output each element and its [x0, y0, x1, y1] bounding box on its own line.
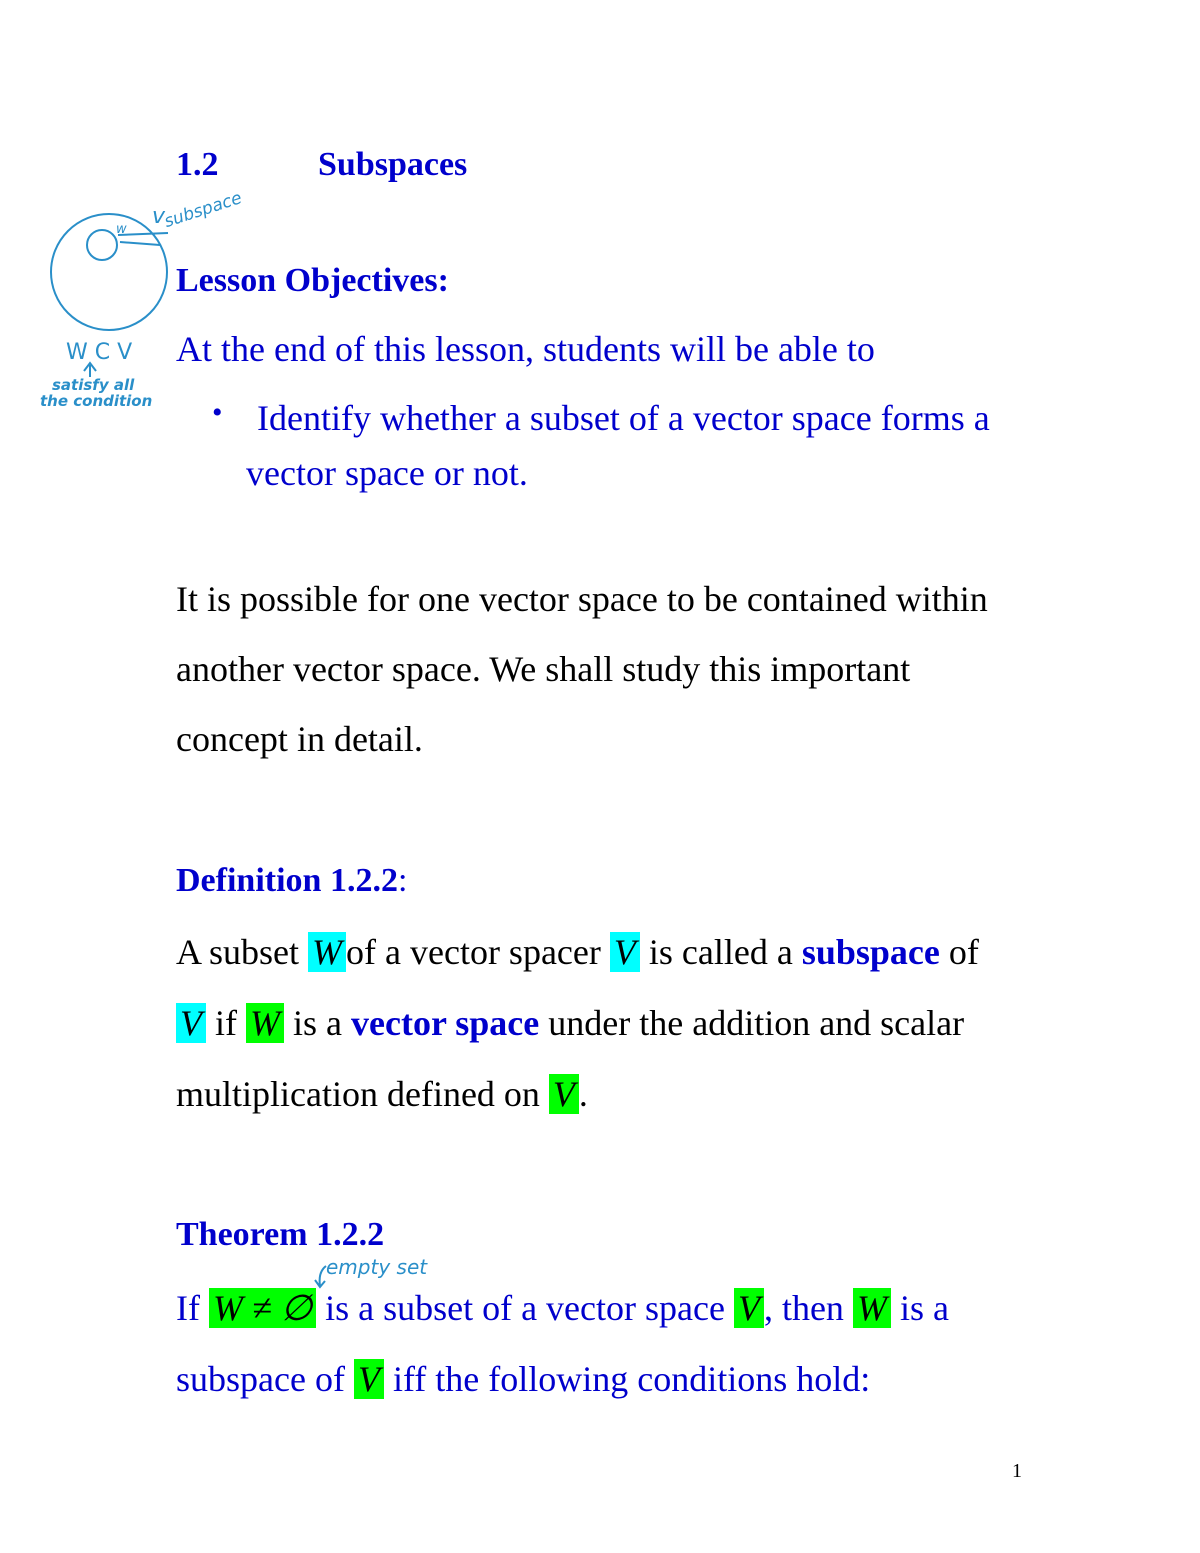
thm-text: iff the following conditions hold:	[383, 1359, 871, 1399]
intro-line-3: concept in detail.	[176, 719, 423, 759]
v-label: v	[152, 204, 166, 229]
definition-title	[176, 862, 407, 900]
def-var-v: V	[176, 1003, 206, 1043]
def-text: .	[578, 1074, 588, 1114]
section-title: Subspaces	[318, 146, 468, 183]
definition-line-2	[176, 999, 964, 1047]
def-text: multiplication defined on	[176, 1074, 549, 1114]
subspace-note: subspace	[161, 188, 245, 232]
def-term-subspace: subspace	[801, 932, 940, 972]
w-label: w	[116, 222, 127, 237]
thm-text: is a subset of a vector space	[316, 1288, 734, 1328]
def-text: is a	[284, 1003, 351, 1043]
intro-line-1: It is possible for one vector space to be contained within	[176, 579, 988, 619]
def-term-vector-space: vector space	[351, 1003, 540, 1043]
w-circle	[87, 230, 117, 260]
theorem-line-1	[176, 1284, 949, 1332]
def-var-w: W	[246, 1003, 284, 1043]
thm-var-v: V	[354, 1359, 384, 1399]
intro-line-2: another vector space. We shall study this important	[176, 649, 911, 689]
satisfy-note-2: the condition	[40, 392, 153, 410]
def-text: under the addition and scalar	[539, 1003, 965, 1043]
up-arrow	[84, 363, 96, 377]
bullet-line-1: Identify whether a subset of a vector space forms a	[257, 398, 990, 438]
def-var-v: V	[549, 1074, 579, 1114]
theorem-line-2	[176, 1355, 870, 1403]
def-text: of a vector spacer	[346, 932, 610, 972]
def-text: if	[206, 1003, 246, 1043]
def-text: A subset	[176, 932, 309, 972]
thm-text: subspace of	[176, 1359, 354, 1399]
wcv-note: W C V	[66, 340, 133, 365]
page-number: 1	[1012, 1460, 1022, 1482]
objectives-intro: At the end of this lesson, students will be able to	[176, 329, 875, 369]
def-var-w: W	[308, 932, 346, 972]
empty-set-note: empty set	[326, 1255, 428, 1279]
def-text: of	[939, 932, 979, 972]
definition-line-1	[176, 928, 979, 976]
definition-title-text: Definition 1.2.2	[176, 862, 398, 899]
bullet-line-2: vector space or not.	[246, 453, 528, 493]
thm-text: If	[176, 1288, 209, 1328]
theorem-title: Theorem 1.2.2	[176, 1216, 385, 1253]
section-number: 1.2	[176, 146, 219, 183]
definition-title-colon: :	[397, 862, 408, 899]
thm-condition-nonempty: W ≠ ∅	[209, 1288, 316, 1328]
thm-var-w: W	[853, 1288, 891, 1328]
definition-line-3	[176, 1070, 588, 1118]
thm-var-v: V	[734, 1288, 764, 1328]
thm-text: , then	[763, 1288, 853, 1328]
objectives-heading: Lesson Objectives:	[176, 262, 449, 299]
def-var-v: V	[610, 932, 640, 972]
def-text: is called a	[639, 932, 802, 972]
satisfy-note-1: satisfy all	[52, 376, 135, 394]
bullet-glyph: •	[212, 396, 223, 429]
thm-text: is a	[890, 1288, 949, 1328]
